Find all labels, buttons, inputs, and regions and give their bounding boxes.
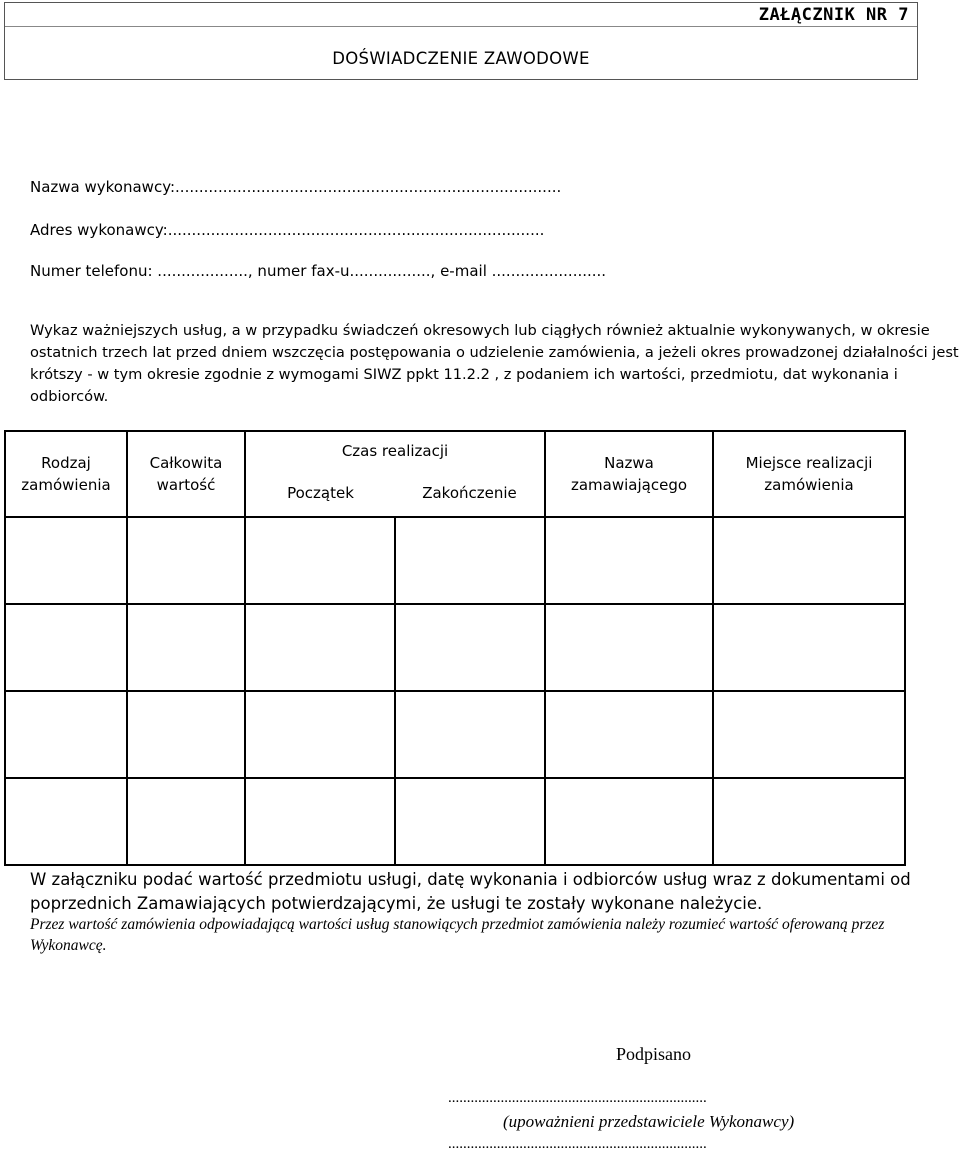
- signature-label: Podpisano: [616, 1044, 692, 1064]
- table-cell[interactable]: [713, 517, 905, 604]
- table-cell[interactable]: [395, 691, 545, 778]
- contractor-address-line: Adres wykonawcy:...............................................................................: [30, 221, 545, 239]
- table-cell[interactable]: [127, 691, 245, 778]
- table-cell[interactable]: [245, 691, 395, 778]
- header-divider: [5, 26, 917, 27]
- table-row: [5, 691, 905, 778]
- table-cell[interactable]: [713, 778, 905, 865]
- table-cell[interactable]: [5, 691, 127, 778]
- signature-line-2: .....................................................................: [448, 1136, 707, 1152]
- signature-caption: (upoważnieni przedstawiciele Wykonawcy): [503, 1112, 795, 1131]
- table-cell[interactable]: [5, 778, 127, 865]
- table-cell[interactable]: [245, 778, 395, 865]
- table-cell[interactable]: [245, 517, 395, 604]
- table-cell[interactable]: [545, 778, 713, 865]
- services-table: [4, 430, 906, 866]
- table-cell[interactable]: [5, 604, 127, 691]
- header-cell-end: Zakończenie: [395, 469, 545, 517]
- table-header-row: [5, 431, 905, 469]
- header-cell-start: Początek: [245, 469, 395, 517]
- table-cell[interactable]: [395, 778, 545, 865]
- table-cell[interactable]: [127, 517, 245, 604]
- header-cell-duration: Czas realizacji: [245, 431, 545, 469]
- contractor-name-line: Nazwa wykonawcy:.................................................................................: [30, 178, 562, 196]
- annex-label: ZAŁĄCZNIK NR 7: [758, 5, 909, 25]
- table-cell[interactable]: [395, 604, 545, 691]
- table-cell[interactable]: [395, 517, 545, 604]
- header-cell-ordering-party: Nazwa zamawiającego: [545, 431, 713, 517]
- header-cell-order-type: Rodzaj zamówienia: [5, 431, 127, 517]
- header-box: [4, 2, 918, 80]
- table-cell[interactable]: [713, 604, 905, 691]
- value-definition-note: Przez wartość zamówienia odpowiadającą wartości usług stanowiących przedmiot zamówienia należy rozumieć wartość oferowaną przez Wykonawcę.: [30, 916, 885, 954]
- header-cell-location: Miejsce realizacji zamówienia: [713, 431, 905, 517]
- contractor-contact-line: Numer telefonu: ..................., numer fax-u................., e-mail ........................: [30, 262, 607, 280]
- signature-line: .....................................................................: [448, 1090, 707, 1106]
- intro-line: Wykaz ważniejszych usług, a w przypadku świadczeń okresowych lub ciągłych również aktualnie wykonywanych, w okresie: [30, 322, 930, 339]
- table-cell[interactable]: [245, 604, 395, 691]
- table-row: [5, 604, 905, 691]
- table-cell[interactable]: [545, 604, 713, 691]
- intro-paragraph: [30, 320, 960, 408]
- table-cell[interactable]: [127, 778, 245, 865]
- table-cell[interactable]: [545, 691, 713, 778]
- table-row: [5, 778, 905, 865]
- intro-line: odbiorców.: [30, 388, 109, 405]
- intro-line: ostatnich trzech lat przed dniem wszczęcia postępowania o udzielenie zamówienia, a jeżeli okres prowadzonej działalności jest: [30, 344, 959, 361]
- intro-line: krótszy - w tym okresie zgodnie z wymogami SIWZ ppkt 11.2.2 , z podaniem ich wartości, przedmiotu, dat wykonania i: [30, 366, 898, 383]
- table-cell[interactable]: [713, 691, 905, 778]
- table-row: [5, 517, 905, 604]
- document-title: DOŚWIADCZENIE ZAWODOWE: [332, 49, 590, 68]
- header-cell-total-value: Całkowita wartość: [127, 431, 245, 517]
- table-cell[interactable]: [127, 604, 245, 691]
- attachment-note: W załączniku podać wartość przedmiotu usługi, datę wykonania i odbiorców usług wraz z dokumentami od poprzednich Zamawiających potwierdzającymi, że usługi te zostały wykonane należycie.: [30, 870, 911, 913]
- table-cell[interactable]: [545, 517, 713, 604]
- table-cell[interactable]: [5, 517, 127, 604]
